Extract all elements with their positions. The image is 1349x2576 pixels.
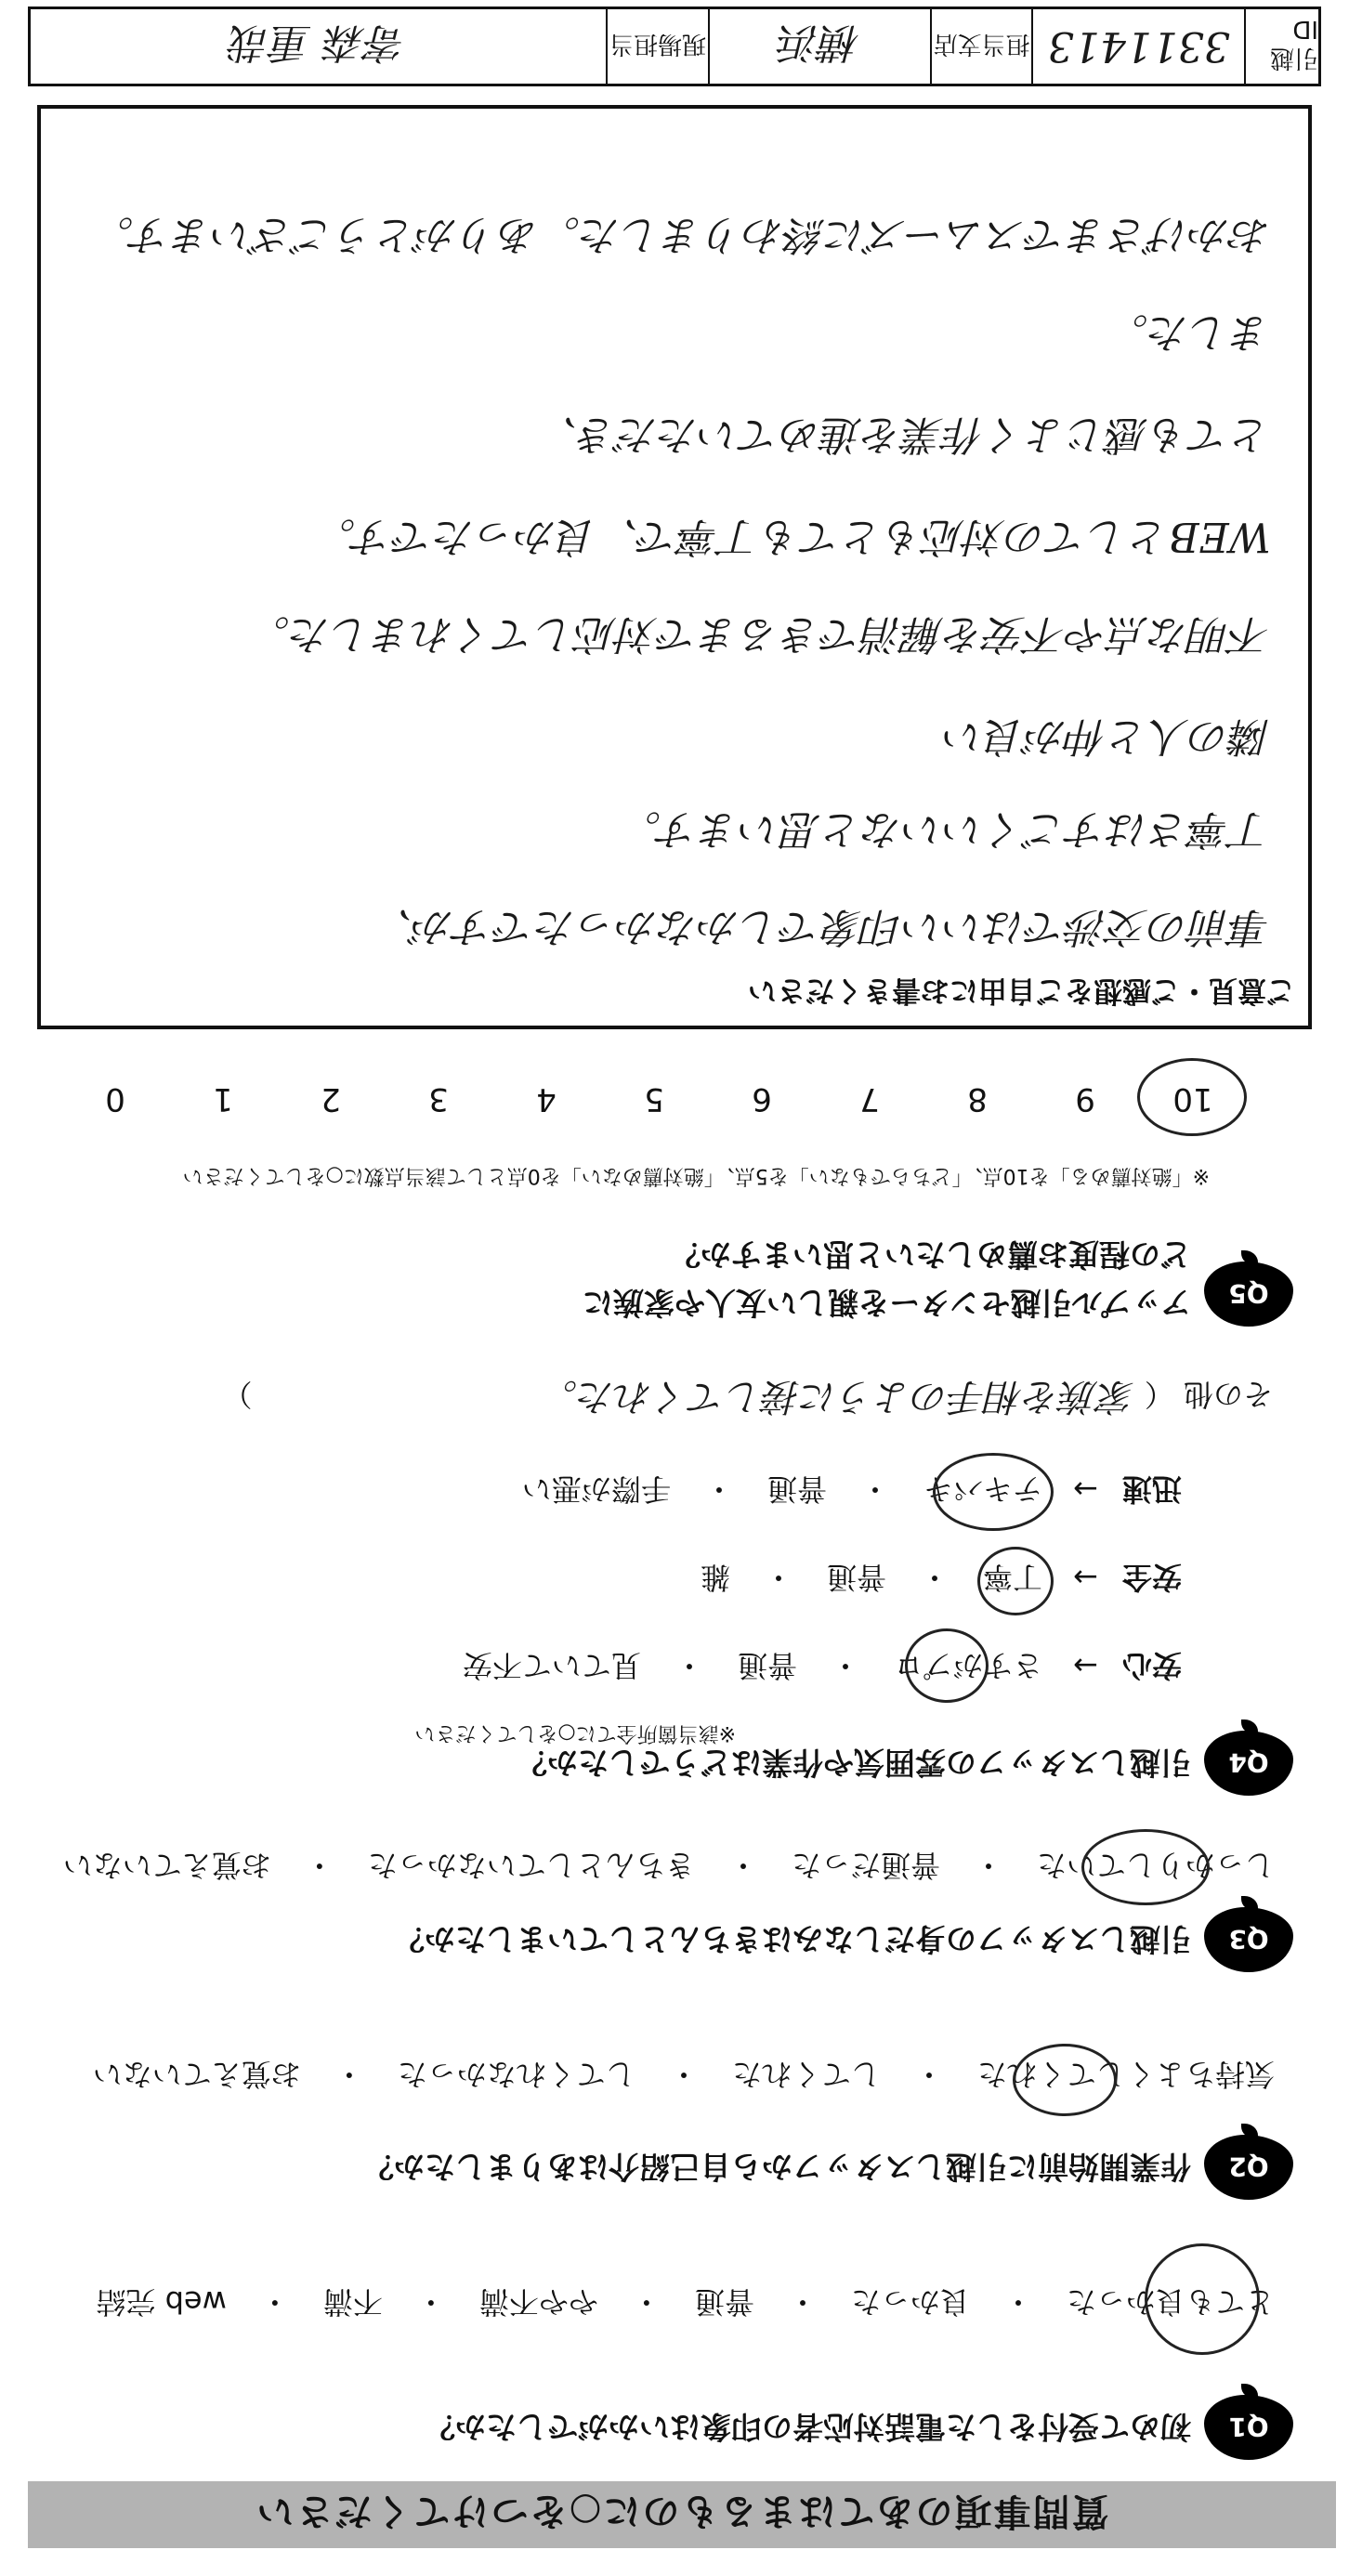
leader-label: 現場担当 <box>606 9 708 84</box>
score-option[interactable]: 10 <box>1172 1080 1213 1118</box>
staff-info-table <box>28 7 1321 86</box>
q1-option[interactable]: 良かった <box>850 2284 970 2320</box>
q3-badge <box>1204 1898 1293 1972</box>
instructions-banner: 質問事項のあてはまるものに○をつけてください <box>28 2481 1336 2548</box>
q5-note: ※「絶対薦める」を10点、「どちらでもない」を5点、「絶対薦めない」を0点として該当点数に○をしてください <box>182 1164 1210 1187</box>
q1-option[interactable]: とても良かった <box>1066 2284 1275 2320</box>
q5-text-line2: どの程度お薦めしたいと思いますか？ <box>670 1236 1191 1273</box>
comment-line[interactable]: WEBとしての対応もとても丁寧で、良かったです。 <box>314 513 1271 560</box>
q4-other-open: （ <box>1144 1377 1174 1412</box>
q4-text: 引越しスタッフの雰囲気や作業はどうでしたか？ <box>517 1745 1191 1781</box>
score-option[interactable]: 8 <box>967 1080 988 1118</box>
q4-option[interactable]: さすがプロ <box>893 1648 1042 1683</box>
q1-option[interactable]: 普通 <box>694 2284 754 2320</box>
q4-option[interactable]: 見ていて不安 <box>462 1648 641 1683</box>
q2-answer-circle <box>1013 2044 1117 2116</box>
comment-line[interactable]: ました。 <box>1107 308 1271 356</box>
comment-line[interactable]: おかげさまでスムーズに終わりました。ありがとうございます。 <box>92 211 1271 258</box>
score-option[interactable]: 3 <box>428 1080 449 1118</box>
q4-anzen-circle <box>977 1547 1054 1615</box>
score-option[interactable]: 0 <box>105 1080 125 1118</box>
q4-option[interactable]: 手際が悪い <box>521 1471 671 1507</box>
arrow-right-icon: → <box>1073 1471 1098 1507</box>
q1-options: とても良かった・良かった・普通・やや不満・不満・web 完結 <box>96 2282 1275 2325</box>
q4-row-label: 安全 <box>1121 1560 1182 1595</box>
score-option[interactable]: 7 <box>859 1080 880 1118</box>
q4-other-label: その他 <box>1183 1377 1273 1412</box>
q3-answer-circle <box>1081 1829 1210 1905</box>
q1-badge <box>1204 2386 1293 2460</box>
q4-other-text[interactable]: 家族を相手のように接してくれた。 <box>540 1375 1135 1418</box>
q4-row-jinsoku: 迅速→テキパキ・普通・手際が悪い <box>522 1470 1182 1512</box>
branch-label: 担当支店 <box>930 9 1032 84</box>
q2-badge-label: Q2 <box>1204 2135 1293 2200</box>
arrow-right-icon: → <box>1073 1648 1098 1683</box>
q1-option[interactable]: 不満 <box>322 2284 383 2320</box>
q1-answer-circle <box>1145 2243 1260 2355</box>
q1-option[interactable]: やや不満 <box>478 2284 598 2320</box>
q2-options: 気持ちよくしてくれた・してくれた・してくれなかった・お覚えていない <box>93 2055 1275 2098</box>
q4-other-close: ） <box>222 1377 253 1412</box>
q3-badge-label: Q3 <box>1204 1907 1293 1972</box>
id-label: 引越 ID <box>1244 9 1318 84</box>
score-option[interactable]: 2 <box>321 1080 341 1118</box>
score-option[interactable]: 9 <box>1075 1080 1095 1118</box>
q1-badge-label: Q1 <box>1204 2395 1293 2460</box>
q4-option[interactable]: 雑 <box>700 1560 730 1595</box>
score-option[interactable]: 1 <box>213 1080 233 1118</box>
q2-option[interactable]: してくれなかった <box>397 2057 635 2092</box>
q4-jinsoku-circle <box>933 1453 1054 1531</box>
q2-option[interactable]: してくれた <box>731 2057 881 2092</box>
q4-badge <box>1204 1721 1293 1796</box>
q2-option[interactable]: 気持ちよくしてくれた <box>976 2057 1275 2092</box>
q4-option[interactable]: 普通 <box>766 1471 827 1507</box>
q4-other <box>222 1373 1273 1426</box>
q4-row-anshin: 安心→さすがプロ・普通・見ていて不安 <box>463 1646 1182 1689</box>
branch-value[interactable]: 横浜 <box>708 9 930 84</box>
q3-option[interactable]: しっかりしていた <box>1036 1848 1275 1883</box>
q3-text: 引越しスタッフの身だしなみはきちんとしていましたか？ <box>394 1921 1191 1957</box>
leader-value[interactable]: 寄森 重哉 <box>229 19 407 66</box>
q4-anshin-circle <box>905 1628 989 1703</box>
q4-badge-label: Q4 <box>1204 1731 1293 1796</box>
q2-badge <box>1204 2125 1293 2200</box>
q4-row-anzen: 安全→丁寧・普通・雑 <box>701 1558 1182 1601</box>
q5-answer-circle <box>1137 1058 1247 1136</box>
q1-text: 初めて受付をした電話対応者の印象はいかがでしたか？ <box>425 2409 1191 2445</box>
comment-line[interactable]: 事前の交渉ではいい印象でしかなかったですが、 <box>372 903 1271 950</box>
q4-note: ※該当箇所全てに○をしてください <box>414 1721 736 1745</box>
q4-option[interactable]: 丁寧 <box>982 1560 1042 1595</box>
q5-badge-label: Q5 <box>1204 1262 1293 1327</box>
score-option[interactable]: 6 <box>752 1080 772 1118</box>
q3-option[interactable]: 普通だった <box>791 1848 940 1883</box>
q1-option[interactable]: web 完結 <box>96 2284 227 2320</box>
q4-row-label: 迅速 <box>1121 1471 1182 1507</box>
arrow-right-icon: → <box>1073 1560 1098 1595</box>
q5-badge <box>1204 1252 1293 1327</box>
comment-line[interactable]: とても感じよく作業を進めていただき、 <box>536 411 1271 458</box>
comment-line[interactable]: 不明な点や不安を解消できるまで対応してくれました。 <box>249 610 1271 658</box>
q2-option[interactable]: お覚えていない <box>92 2057 301 2092</box>
comments-box <box>37 105 1312 1029</box>
q4-row-label: 安心 <box>1121 1648 1182 1683</box>
comment-line[interactable]: 隣の人と仲が良い <box>944 713 1271 760</box>
q4-option[interactable]: 普通 <box>737 1648 797 1683</box>
q3-option[interactable]: きちんとしていなかった <box>367 1848 695 1883</box>
q3-options: しっかりしていた・普通だった・きちんとしていなかった・お覚えていない <box>63 1846 1275 1889</box>
q3-option[interactable]: お覚えていない <box>62 1848 271 1883</box>
q5-scale <box>61 1080 1247 1118</box>
score-option[interactable]: 5 <box>644 1080 664 1118</box>
id-value[interactable]: 3311413 <box>1031 9 1244 84</box>
comment-line[interactable]: 丁寧さはすごくいいなと思います。 <box>620 805 1271 853</box>
q5-text-line1: アップル引越センターを親しい友人や家族に <box>582 1285 1191 1321</box>
q4-option[interactable]: テキパキ <box>923 1471 1042 1507</box>
q4-option[interactable]: 普通 <box>826 1560 886 1595</box>
comments-title: ご意見・ご感想をご自由にお書きください <box>748 974 1295 1007</box>
q2-text: 作業開始前に引越しスタッフから自己紹介はありましたか？ <box>363 2149 1191 2185</box>
score-option[interactable]: 4 <box>536 1080 557 1118</box>
